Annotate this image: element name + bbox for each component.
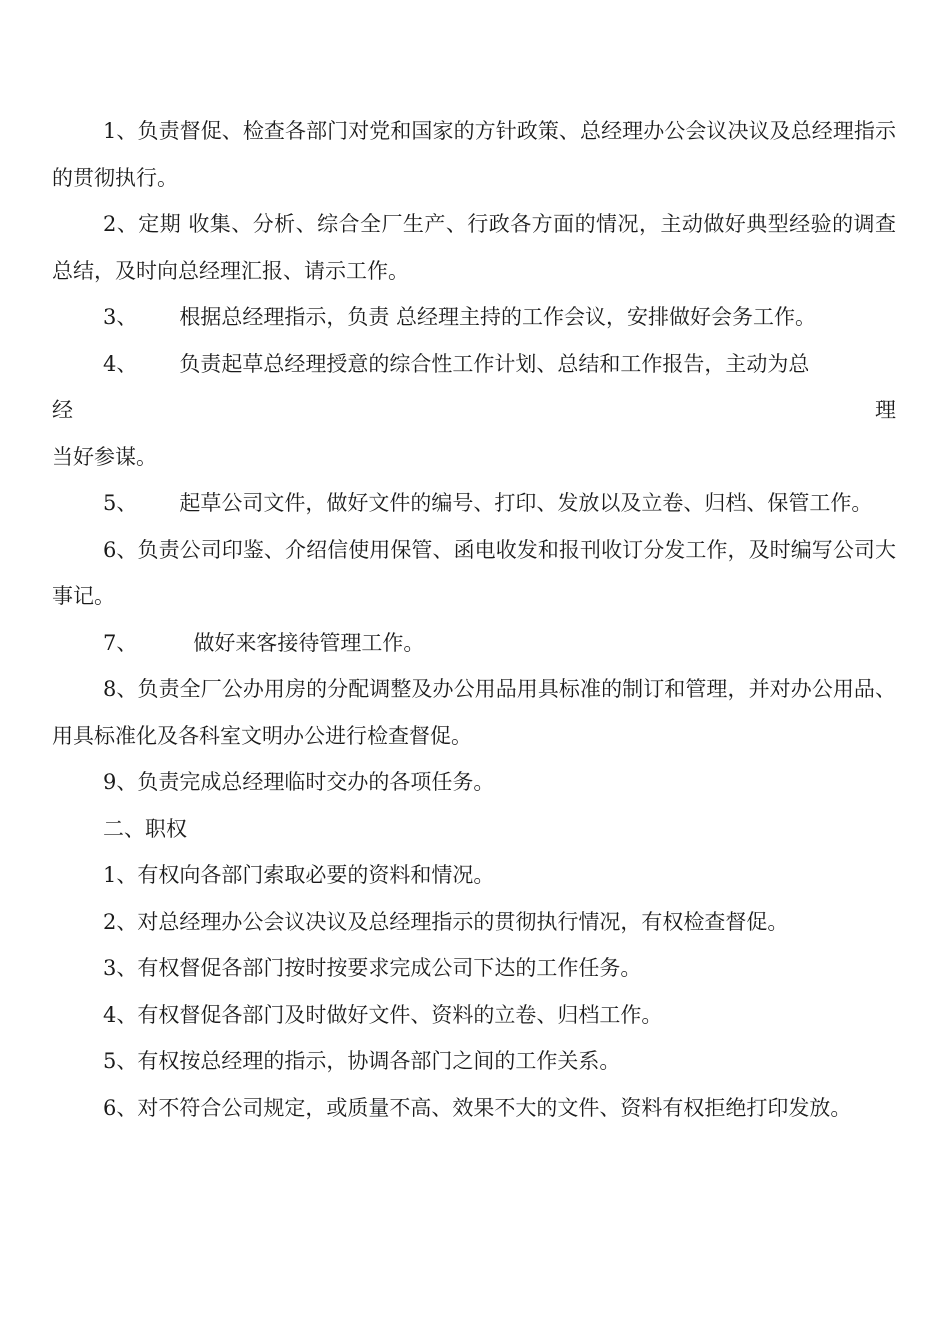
- duty-tail: 当好参谋。: [52, 444, 157, 469]
- duty-text: 负责起草总经理授意的综合性工作计划、总结和工作报告，主动为总: [179, 351, 810, 376]
- duty-item-5: [52, 480, 896, 527]
- duty-item-8: 8、负责全厂公办用房的分配调整及办公用品用具标准的制订和管理，并对办公用品、用具标准化及各科室文明办公进行检查督促。: [52, 677, 896, 748]
- duty-item-9: 9、负责完成总经理临时交办的各项任务。: [103, 770, 495, 794]
- power-item-6: 6、对不符合公司规定，或质量不高、效果不大的文件、资料有权拒绝打印发放。: [103, 1095, 852, 1120]
- duty-item-1: 1、负责督促、检查各部门对党和国家的方针政策、总经理办公会议决议及总经理指示的贯彻执行。: [52, 119, 896, 190]
- power-item-2: 2、对总经理办公会议决议及总经理指示的贯彻执行情况，有权检查督促。: [103, 909, 789, 934]
- duty-text: 根据总经理指示，负责 总经理主持的工作会议，安排做好会务工作。: [179, 305, 817, 329]
- section-heading: 二、职权: [103, 816, 187, 841]
- duty-number: 4、: [103, 351, 138, 376]
- document-page: [52, 108, 896, 1131]
- duty-number: 7、: [103, 630, 138, 655]
- duty-item-6: 6、负责公司印鉴、介绍信使用保管、函电收发和报刊收订分发工作，及时编写公司大事记。: [52, 537, 896, 608]
- duty-number: 5、: [103, 491, 138, 515]
- duty-item-4: [52, 341, 896, 481]
- duty-number: 3、: [103, 305, 138, 329]
- power-item-1: 1、有权向各部门索取必要的资料和情况。: [103, 863, 495, 887]
- duty-text: 起草公司文件，做好文件的编号、打印、发放以及立卷、归档、保管工作。: [179, 491, 873, 515]
- duty-item-2: 2、定期 收集、分析、综合全厂生产、行政各方面的情况，主动做好典型经验的调查总结，及时向总经理汇报、请示工作。: [52, 212, 896, 283]
- duty-item-3: [52, 294, 896, 341]
- power-item-5: 5、有权按总经理的指示，协调各部门之间的工作关系。: [103, 1049, 621, 1073]
- duty-item-7: [52, 620, 896, 667]
- power-item-3: 3、有权督促各部门按时按要求完成公司下达的工作任务。: [103, 956, 642, 980]
- power-item-4: 4、有权督促各部门及时做好文件、资料的立卷、归档工作。: [103, 1002, 663, 1027]
- duty-text: 做好来客接待管理工作。: [193, 630, 425, 655]
- duty-split-left: 经: [52, 398, 73, 422]
- duty-split-right: 理: [875, 398, 896, 422]
